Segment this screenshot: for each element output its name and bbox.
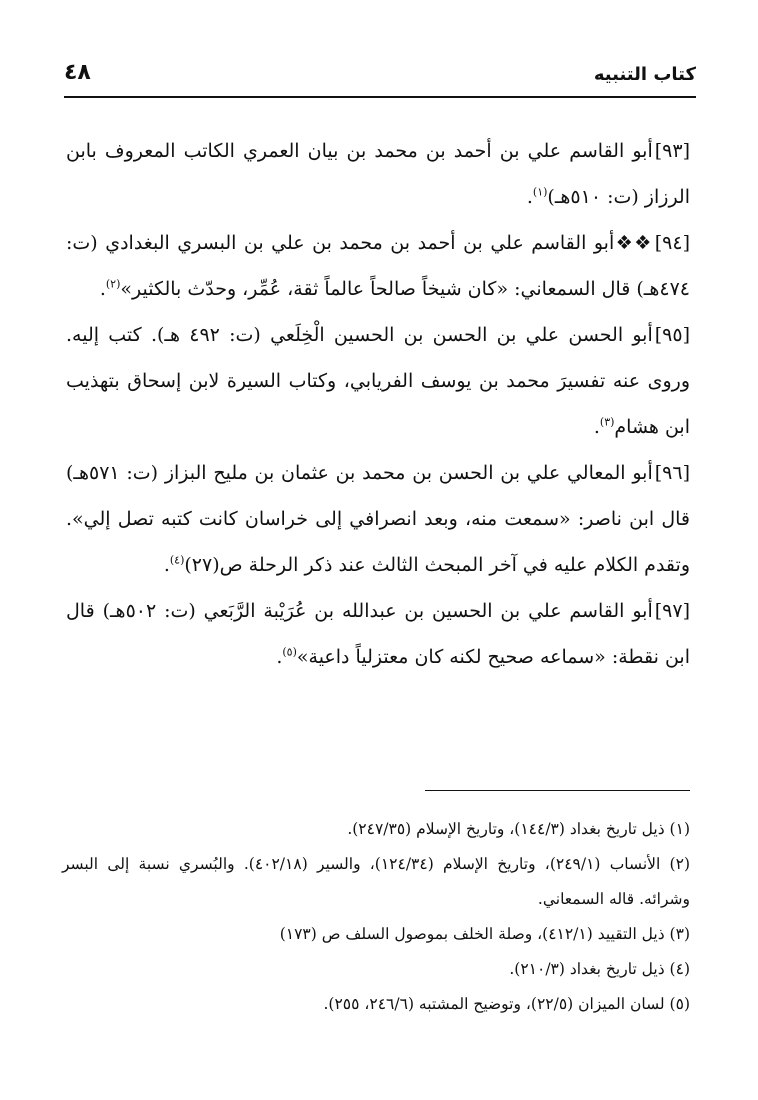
entry-93 — [66, 128, 690, 220]
entry-number: [٩٧] — [654, 600, 690, 622]
book-title: كتاب التنبيه — [593, 64, 696, 85]
entry-tail: . — [276, 646, 283, 668]
entry-94 — [66, 220, 690, 312]
entry-tail: . — [99, 278, 106, 300]
footnote-3: (٣) ذيل التقييد (٤١٢/١)، وصلة الخلف بموصول السلف ص (١٧٣) — [279, 925, 690, 943]
footnote-ref[interactable]: (١) — [532, 185, 548, 199]
footnote-ref[interactable]: (٣) — [599, 415, 615, 429]
footnote-1: (١) ذيل تاريخ بغداد (١٤٤/٣)، وتاريخ الإسلام (٢٤٧/٣٥). — [347, 820, 690, 838]
entries-list — [66, 128, 690, 680]
entry-text: أبو الحسن علي بن الحسن بن الحسين الْخِلَعي (ت: ٤٩٢ هـ). كتب إليه. وروى عنه تفسيرَ محمد بن يوسف الفريابي، وكتاب السيرة لابن إسحاق بتهذيب ابن هشام — [66, 324, 690, 438]
entry-tail: . — [163, 554, 170, 576]
entry-96 — [66, 450, 690, 588]
entry-number: [٩٦] — [654, 462, 690, 484]
entry-text: أبو المعالي علي بن الحسن بن محمد بن عثمان بن مليح البزاز (ت: ٥٧١هـ) قال ابن ناصر: «سمعت منه، وبعد انصرافي إلى خراسان كانت كتبه تصل إلي». وتقدم الكلام عليه في آخر المبحث الثالث عند ذكر الرحلة ص(٢٧) — [66, 462, 690, 576]
page-header — [64, 56, 696, 98]
entry-tail: . — [593, 416, 600, 438]
footnote-ref[interactable]: (٢) — [105, 277, 121, 291]
footnote-ref[interactable]: (٤) — [169, 553, 185, 567]
footnote-ref[interactable]: (٥) — [282, 645, 297, 659]
footnotes — [62, 812, 690, 1022]
entry-text: أبو القاسم علي بن أحمد بن محمد بن بيان العمري الكاتب المعروف بابن الرزاز (ت: ٥١٠هـ) — [66, 140, 690, 208]
entry-number: [٩٥] — [654, 324, 690, 346]
footnote-divider — [425, 790, 690, 791]
footnote-2: (٢) الأنساب (٢٤٩/١)، وتاريخ الإسلام (١٢٤/٣٤)، والسير (٤٠٢/١٨). والبُسري نسبة إلى البسر وشرائه. قاله السمعاني. — [62, 855, 690, 908]
footnote-5: (٥) لسان الميزان (٢٢/٥)، وتوضيح المشتبه (٢٤٦/٦، ٢٥٥). — [323, 995, 690, 1013]
entry-95 — [66, 312, 690, 450]
entry-number: [٩٤] — [654, 232, 690, 254]
footnote-4: (٤) ذيل تاريخ بغداد (٢١٠/٣). — [509, 960, 690, 978]
page-number: ٤٨ — [64, 60, 91, 85]
entry-text: أبو القاسم علي بن الحسين بن عبدالله بن عُرَيْبة الرَّبَعي (ت: ٥٠٢هـ) قال ابن نقطة: «سماعه صحيح لكنه كان معتزلياً داعية» — [66, 600, 690, 668]
entry-number: [٩٣] — [654, 140, 690, 162]
entry-97 — [66, 588, 690, 680]
entry-text: ❖❖أبو القاسم علي بن أحمد بن محمد بن علي بن البسري البغدادي (ت: ٤٧٤هـ) قال السمعاني: «كان شيخاً صالحاً عالماً ثقة، عُمِّر، وحدّث بالكثير» — [66, 232, 690, 300]
entry-tail: . — [526, 186, 533, 208]
